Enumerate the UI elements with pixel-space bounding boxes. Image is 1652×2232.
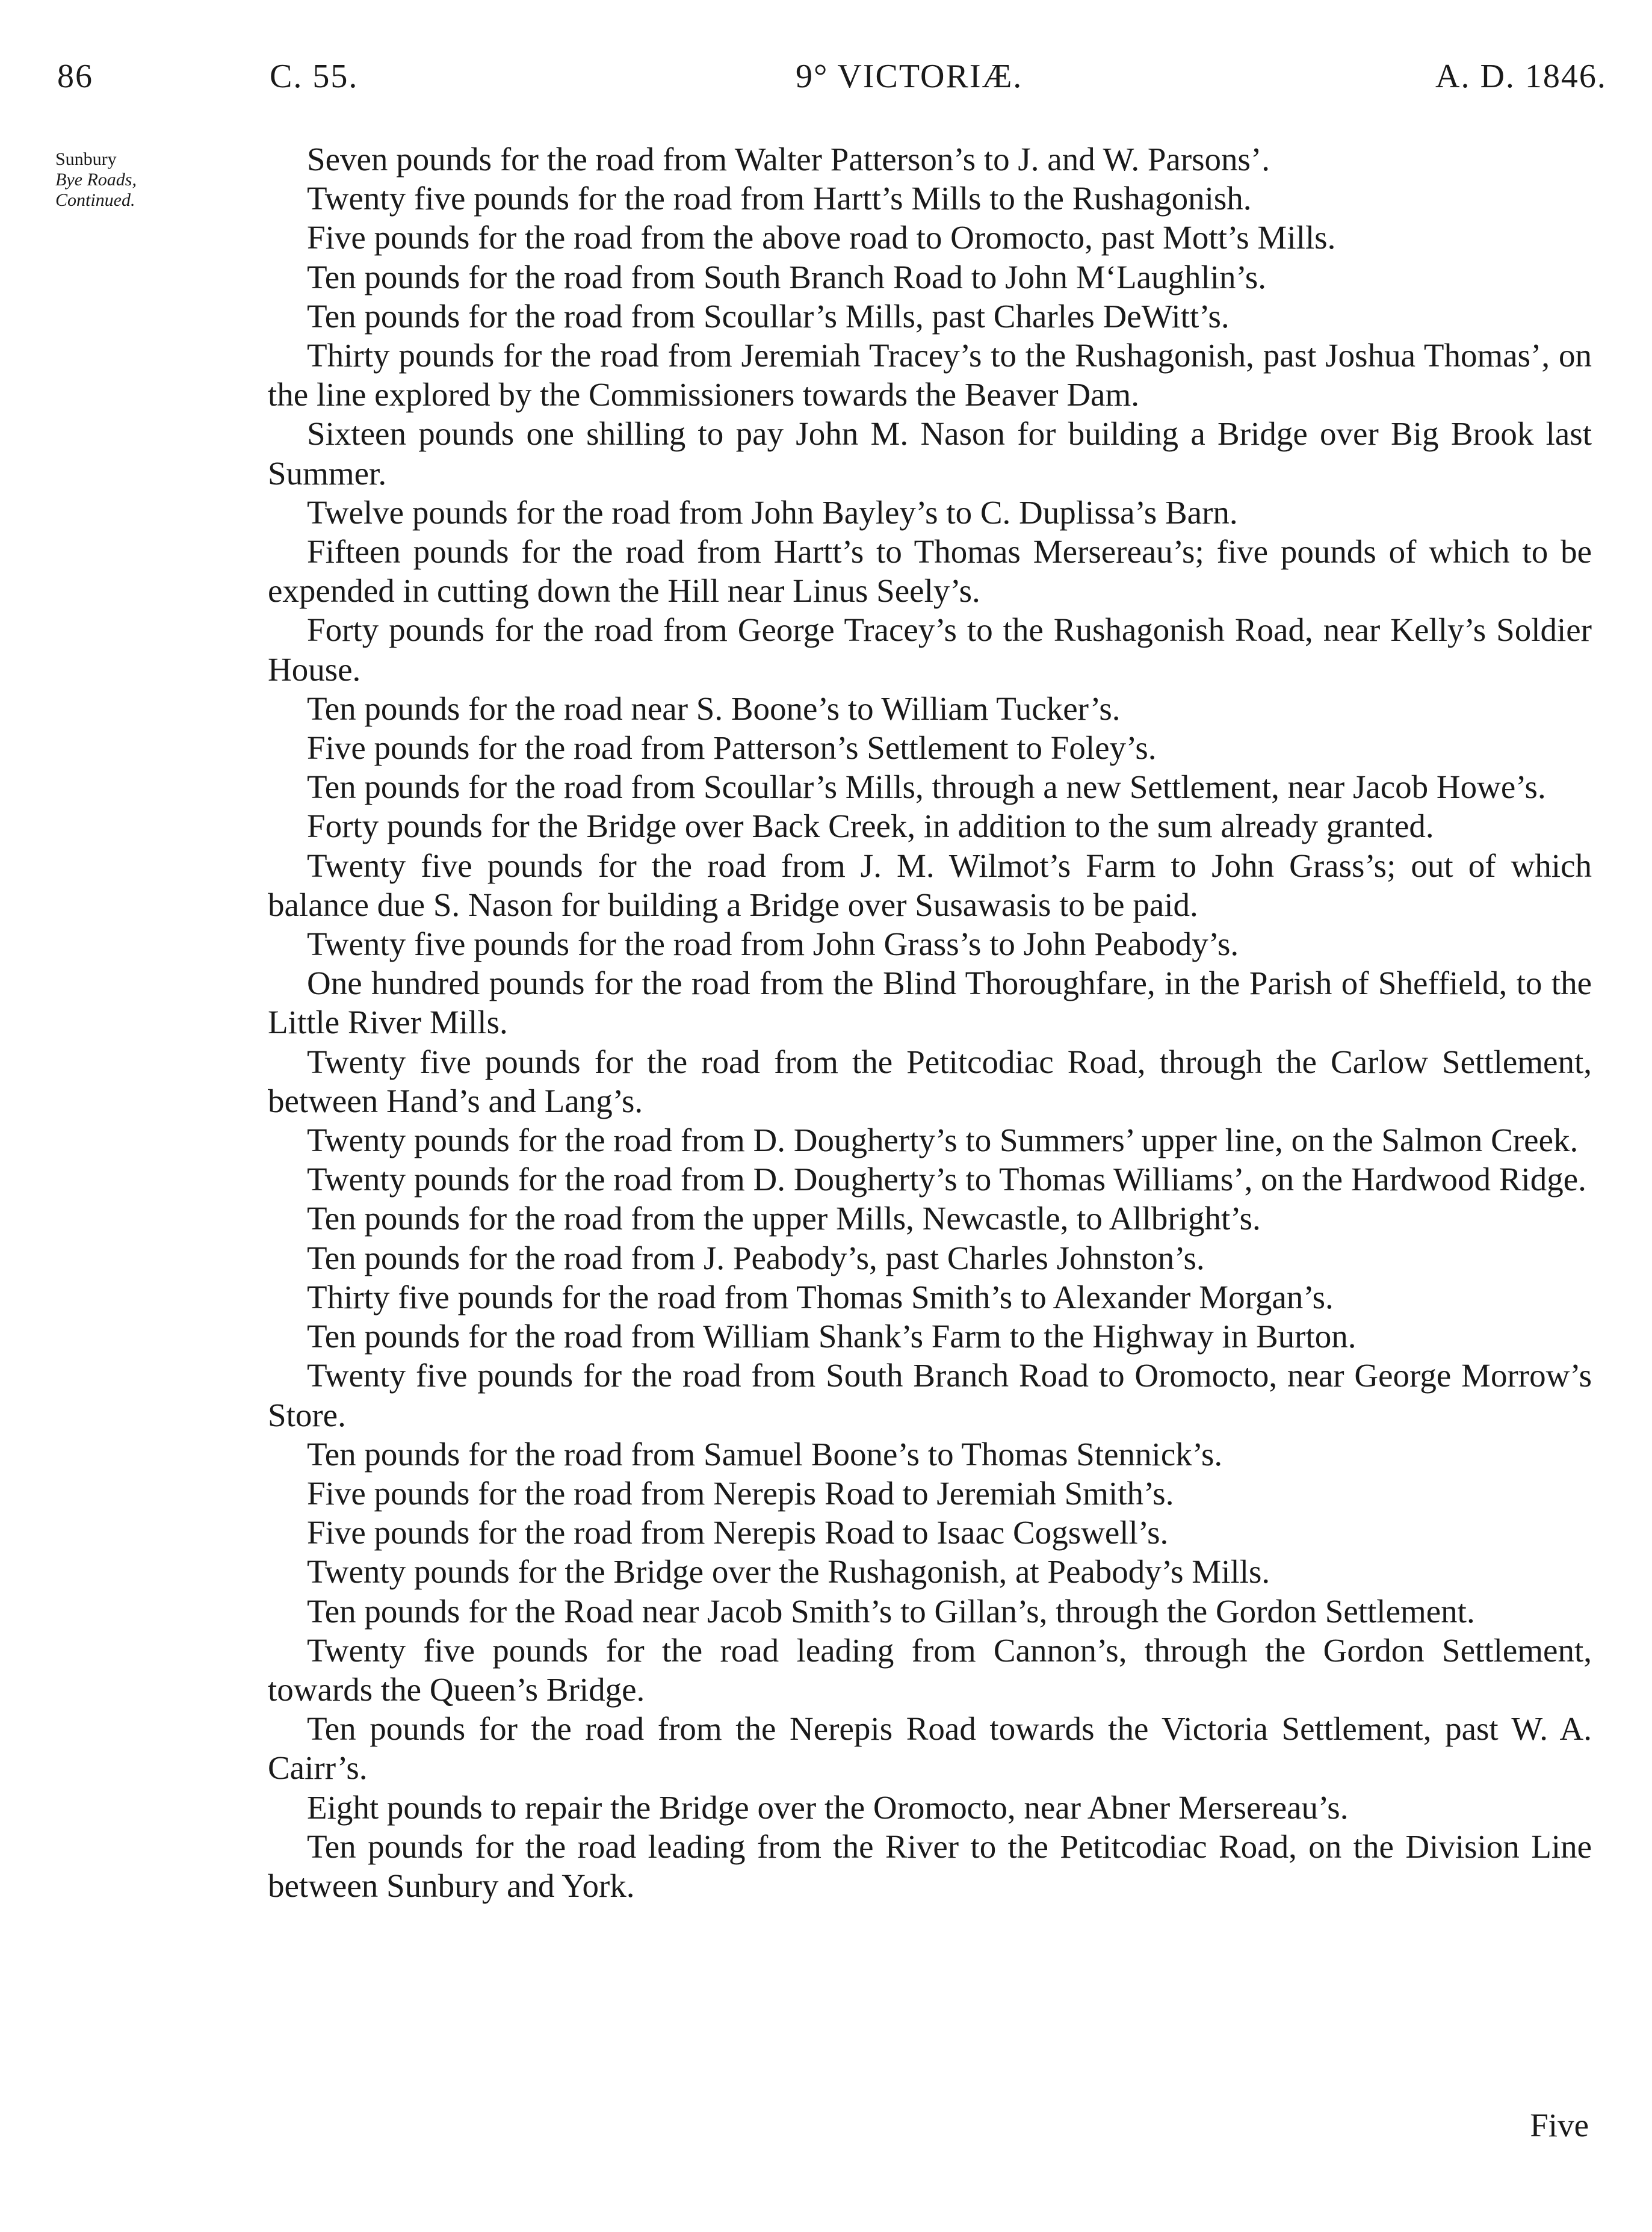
- year: A. D. 1846.: [1435, 58, 1607, 95]
- entry: Twenty five pounds for the road from J. M. Wilmot’s Farm to John Grass’s; out of which balance due S. Nason for building a Bridge over Susawasis to be paid.: [268, 847, 1592, 923]
- entry: Five pounds for the road from the above road to Oromocto, past Mott’s Mills.: [307, 219, 1336, 256]
- catchword: Five: [1530, 2107, 1589, 2144]
- entry: Eight pounds to repair the Bridge over the Oromocto, near Abner Mersereau’s.: [307, 1788, 1349, 1826]
- entry: Ten pounds for the road from Scoullar’s Mills, through a new Settlement, near Jacob Howe’s.: [307, 768, 1546, 806]
- entry: Forty pounds for the Bridge over Back Creek, in addition to the sum already granted.: [307, 808, 1434, 845]
- entry: Ten pounds for the road from South Branch Road to John M‘Laughlin’s.: [307, 258, 1266, 295]
- entry: Twenty pounds for the Bridge over the Rushagonish, at Peabody’s Mills.: [307, 1553, 1270, 1591]
- body-text: [268, 140, 1592, 1905]
- entry: Twenty five pounds for the road from John Grass’s to John Peabody’s.: [307, 926, 1239, 963]
- entry: Ten pounds for the road from William Shank’s Farm to the Highway in Burton.: [307, 1318, 1357, 1355]
- page-number: 86: [57, 58, 93, 95]
- entry: Twelve pounds for the road from John Bayley’s to C. Duplissa’s Barn.: [307, 493, 1238, 531]
- entry: Fifteen pounds for the road from Hartt’s to Thomas Mersereau’s; five pounds of which to be expended in cutting down the Hill near Linus Seely’s.: [268, 533, 1592, 610]
- entry: Ten pounds for the road from the Nerepis Road towards the Victoria Settlement, past W. A. Cairr’s.: [268, 1710, 1592, 1787]
- running-title: 9° VICTORIÆ.: [796, 58, 1023, 95]
- entry: Twenty pounds for the road from D. Dougherty’s to Thomas Williams’, on the Hardwood Ridge.: [307, 1161, 1586, 1198]
- entry: Ten pounds for the road from J. Peabody’s, past Charles Johnston’s.: [307, 1239, 1205, 1276]
- chapter-number: C. 55.: [270, 58, 359, 95]
- page-header: [0, 57, 1652, 111]
- entry: Ten pounds for the Road near Jacob Smith’s to Gillan’s, through the Gordon Settlement.: [307, 1592, 1475, 1630]
- entry: Twenty five pounds for the road from Hartt’s Mills to the Rushagonish.: [307, 180, 1252, 217]
- margin-note-line: Sunbury: [55, 149, 117, 169]
- entry: Twenty five pounds for the road from the Petitcodiac Road, through the Carlow Settlement, between Hand’s and Lang’s.: [268, 1043, 1592, 1119]
- entry: Five pounds for the road from Nerepis Road to Jeremiah Smith’s.: [307, 1474, 1174, 1512]
- entry: Five pounds for the road from Patterson’s Settlement to Foley’s.: [307, 729, 1157, 767]
- entry: Ten pounds for the road from Samuel Boone’s to Thomas Stennick’s.: [307, 1435, 1223, 1473]
- entry: Five pounds for the road from Nerepis Road to Isaac Cogswell’s.: [307, 1514, 1169, 1551]
- entry: Ten pounds for the road near S. Boone’s to William Tucker’s.: [307, 690, 1121, 727]
- entry: Forty pounds for the road from George Tracey’s to the Rushagonish Road, near Kelly’s Soldier House.: [268, 611, 1592, 688]
- margin-note-line: Continued.: [55, 190, 135, 210]
- entry: One hundred pounds for the road from the Blind Thoroughfare, in the Parish of Sheffield, to the Little River Mills.: [268, 965, 1592, 1041]
- entry: Ten pounds for the road leading from the River to the Petitcodiac Road, on the Division Line between Sunbury and York.: [268, 1828, 1592, 1904]
- entry: Ten pounds for the road from the upper Mills, Newcastle, to Allbright’s.: [307, 1200, 1261, 1237]
- entry: Thirty pounds for the road from Jeremiah Tracey’s to the Rushagonish, past Joshua Thomas’, on the line explored by the Commissioners towards the Beaver Dam.: [268, 337, 1592, 413]
- entry: Sixteen pounds one shilling to pay John M. Nason for building a Bridge over Big Brook last Summer.: [268, 415, 1592, 492]
- entry: Twenty five pounds for the road from South Branch Road to Oromocto, near George Morrow’s Store.: [268, 1357, 1592, 1433]
- entry: Thirty five pounds for the road from Thomas Smith’s to Alexander Morgan’s.: [307, 1278, 1334, 1315]
- entry: Ten pounds for the road from Scoullar’s Mills, past Charles DeWitt’s.: [307, 297, 1230, 335]
- entry: Seven pounds for the road from Walter Patterson’s to J. and W. Parsons’.: [307, 141, 1270, 178]
- margin-note-line: Bye Roads,: [55, 170, 137, 190]
- entry: Twenty pounds for the road from D. Dougherty’s to Summers’ upper line, on the Salmon Creek.: [307, 1122, 1579, 1159]
- margin-note: [55, 149, 200, 211]
- entry: Twenty five pounds for the road leading from Cannon’s, through the Gordon Settlement, towards the Queen’s Bridge.: [268, 1631, 1592, 1708]
